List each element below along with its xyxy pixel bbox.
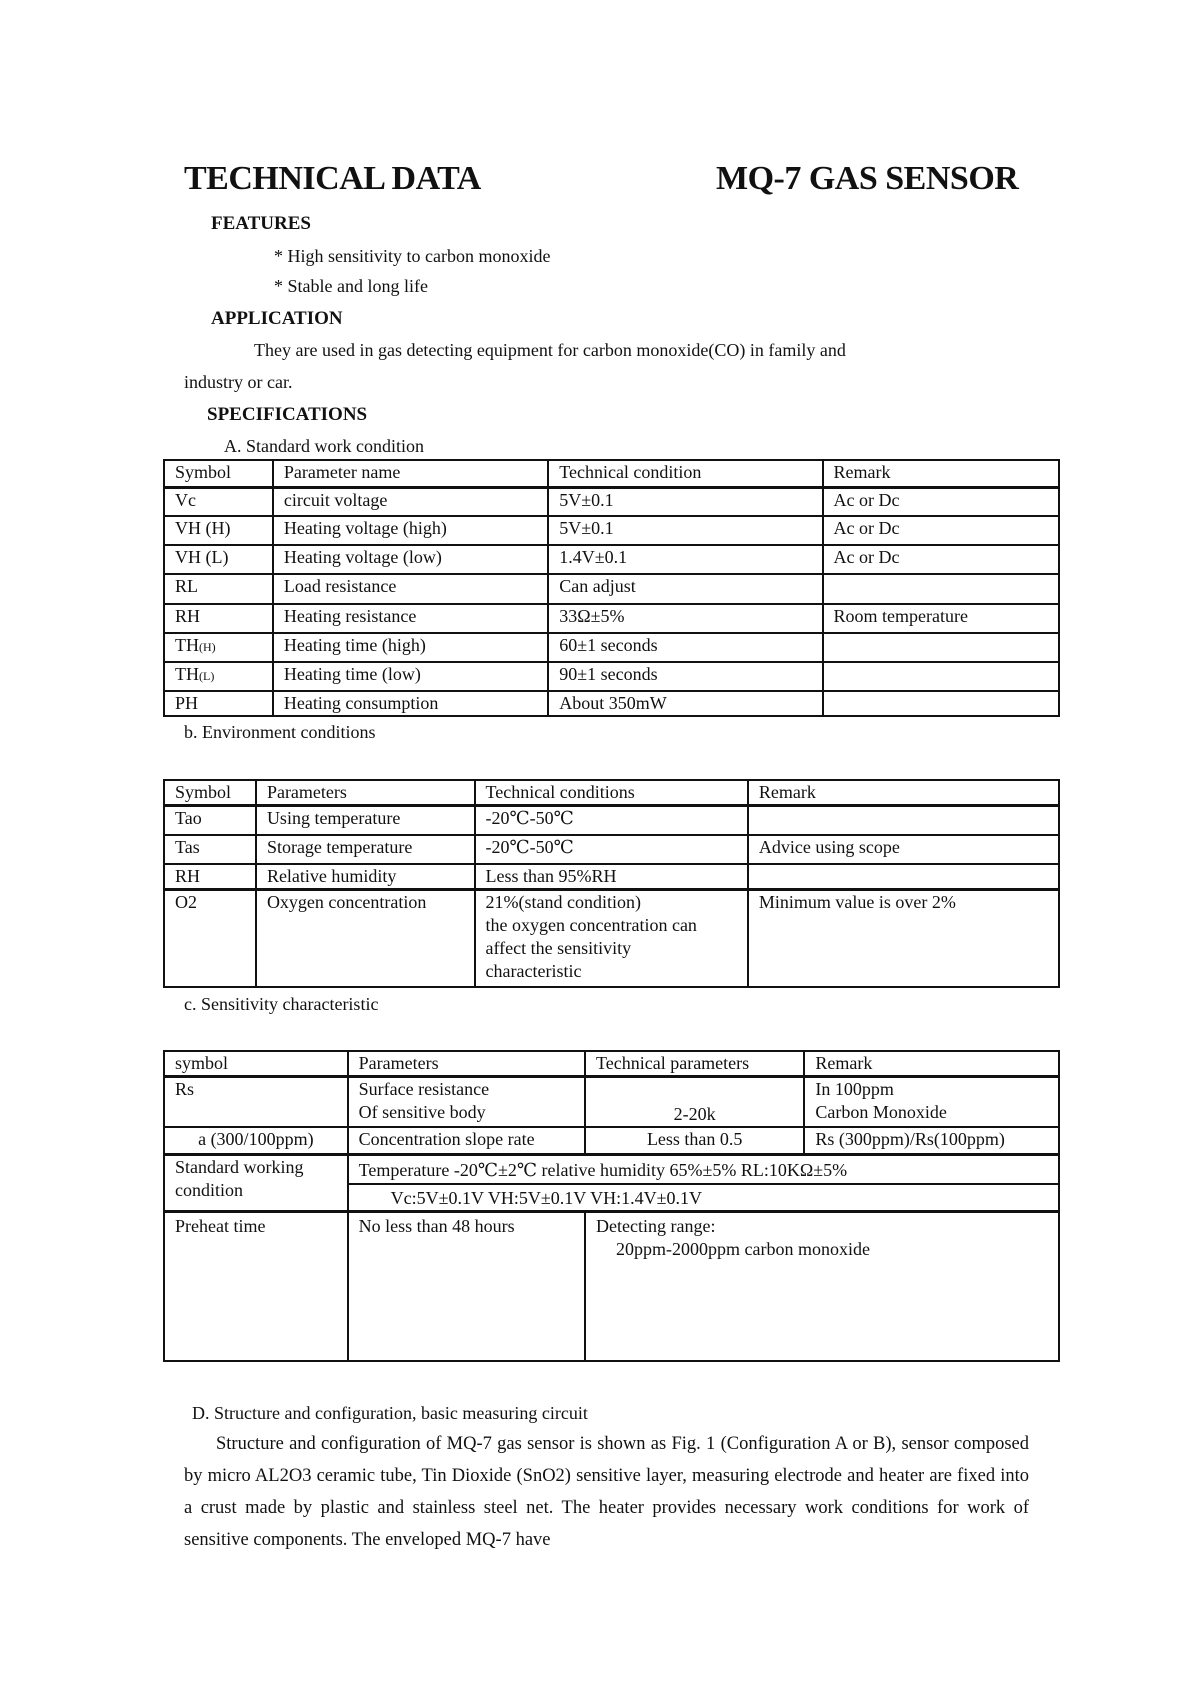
detecting-range-cell (585, 1212, 1059, 1361)
parameter-cell: Concentration slope rate (348, 1127, 585, 1155)
table-row (164, 1127, 1059, 1155)
table-row (164, 604, 1059, 633)
condition-cell: About 350mW (548, 691, 822, 716)
parameter-cell: Heating time (high) (273, 633, 548, 662)
parameter-cell: Heating voltage (low) (273, 545, 548, 574)
parameter-cell: Heating resistance (273, 604, 548, 633)
condition-cell: 60±1 seconds (548, 633, 822, 662)
application-text-line2: industry or car. (184, 372, 293, 392)
symbol-cell: Tao (164, 806, 256, 835)
application-text-line1: They are used in gas detecting equipment for carbon monoxide(CO) in family and (254, 340, 846, 360)
environment-conditions-table (163, 779, 1060, 988)
symbol-cell: PH (164, 691, 273, 716)
remark-cell (823, 662, 1060, 691)
condition-line: 21%(stand condition) (485, 891, 641, 912)
condition-cell (475, 889, 748, 987)
header-cell: Symbol (164, 780, 256, 806)
remark-cell: Ac or Dc (823, 545, 1060, 574)
application-heading: APPLICATION (211, 308, 343, 329)
remark-cell: Ac or Dc (823, 516, 1060, 545)
condition-cell: 5V±0.1 (548, 487, 822, 516)
condition-cell: 1.4V±0.1 (548, 545, 822, 574)
parameter-cell: Heating consumption (273, 691, 548, 716)
remark-cell (804, 1077, 1059, 1127)
header-cell: Parameters (256, 780, 475, 806)
symbol-cell: TH(L) (164, 662, 273, 691)
preheat-value: No less than 48 hours (348, 1212, 585, 1361)
parameter-cell: Heating voltage (high) (273, 516, 548, 545)
parameter-cell: Relative humidity (256, 864, 475, 890)
features-heading: FEATURES (211, 213, 311, 234)
symbol-cell: VH (L) (164, 545, 273, 574)
condition-cell: 90±1 seconds (548, 662, 822, 691)
document-title: TECHNICAL DATA (184, 160, 481, 197)
table-b-caption: b. Environment conditions (184, 722, 376, 742)
header-cell: Parameters (348, 1051, 585, 1077)
table-row (164, 662, 1059, 691)
remark-line: Carbon Monoxide (815, 1102, 947, 1122)
parameter-cell: Using temperature (256, 806, 475, 835)
parameter-cell: Oxygen concentration (256, 889, 475, 987)
header-cell: Parameter name (273, 460, 548, 487)
product-title: MQ-7 GAS SENSOR (716, 160, 1019, 197)
structure-heading: D. Structure and configuration, basic measuring circuit (192, 1403, 588, 1423)
symbol-cell: Vc (164, 487, 273, 516)
condition-line: the oxygen concentration can (485, 914, 697, 935)
remark-line: In 100ppm (815, 1079, 894, 1099)
symbol-cell: RL (164, 574, 273, 604)
table-row (164, 516, 1059, 545)
detecting-range-value: 20ppm-2000ppm carbon monoxide (616, 1239, 870, 1259)
remark-cell (748, 806, 1059, 835)
table-row (164, 545, 1059, 574)
table-header-row (164, 780, 1059, 806)
condition-cell: Less than 95%RH (475, 864, 748, 890)
symbol-cell: RH (164, 604, 273, 633)
parameter-cell (348, 1077, 585, 1127)
symbol-cell: O2 (164, 889, 256, 987)
symbol-cell: VH (H) (164, 516, 273, 545)
table-row (164, 1155, 1059, 1184)
table-header-row (164, 1051, 1059, 1077)
standard-condition-line1: Temperature -20℃±2℃ relative humidity 65%±5% RL:10KΩ±5% (348, 1155, 1059, 1184)
symbol-cell: Tas (164, 835, 256, 864)
table-header-row (164, 460, 1059, 487)
condition-cell: 5V±0.1 (548, 516, 822, 545)
header-cell: Remark (804, 1051, 1059, 1077)
symbol-cell: a (300/100ppm) (164, 1127, 348, 1155)
table-row (164, 633, 1059, 662)
preheat-label: Preheat time (164, 1212, 348, 1361)
feature-item: * High sensitivity to carbon monoxide (274, 246, 551, 266)
parameter-line: Of sensitive body (358, 1102, 486, 1122)
symbol-cell: TH(H) (164, 633, 273, 662)
condition-cell: 33Ω±5% (548, 604, 822, 633)
parameter-cell: Heating time (low) (273, 662, 548, 691)
table-row (164, 1212, 1059, 1361)
feature-item: * Stable and long life (274, 276, 428, 296)
table-row (164, 487, 1059, 516)
table-c-caption: c. Sensitivity characteristic (184, 994, 379, 1014)
condition-cell: Can adjust (548, 574, 822, 604)
remark-cell: Room temperature (823, 604, 1060, 633)
remark-cell: Rs (300ppm)/Rs(100ppm) (804, 1127, 1059, 1155)
header-cell: Remark (823, 460, 1060, 487)
header-cell: Technical parameters (585, 1051, 804, 1077)
header-cell: symbol (164, 1051, 348, 1077)
table-row (164, 889, 1059, 987)
condition-line: characteristic (485, 960, 582, 981)
standard-condition-line2: Vc:5V±0.1V VH:5V±0.1V VH:1.4V±0.1V (348, 1184, 1059, 1212)
symbol-cell: Rs (164, 1077, 348, 1127)
standard-work-condition-table (163, 459, 1060, 717)
table-row (164, 574, 1059, 604)
parameter-cell: circuit voltage (273, 487, 548, 516)
standard-condition-label: Standard working condition (164, 1155, 348, 1212)
value-cell: Less than 0.5 (585, 1127, 804, 1155)
parameter-line: Surface resistance (358, 1079, 490, 1099)
remark-cell (748, 864, 1059, 890)
specifications-heading: SPECIFICATIONS (207, 404, 368, 425)
remark-cell: Advice using scope (748, 835, 1059, 864)
value-cell: 2-20k (585, 1077, 804, 1127)
symbol-cell: RH (164, 864, 256, 890)
remark-cell (823, 633, 1060, 662)
structure-paragraph: Structure and configuration of MQ-7 gas sensor is shown as Fig. 1 (Configuration A or B), sensor composed by micro AL2O3 ceramic tube, Tin Dioxide (SnO2) sensitive layer, measuring electrode and heater are fixed into a crust made by plastic and stainless steel net. The heater provides necessary work conditions for work of sensitive components. The enveloped MQ-7 have (184, 1434, 1029, 1550)
parameter-cell: Storage temperature (256, 835, 475, 864)
remark-cell: Minimum value is over 2% (748, 889, 1059, 987)
parameter-cell: Load resistance (273, 574, 548, 604)
condition-cell: -20℃-50℃ (475, 806, 748, 835)
header-cell: Remark (748, 780, 1059, 806)
table-a-caption: A. Standard work condition (224, 436, 424, 456)
condition-line: affect the sensitivity (485, 937, 632, 958)
table-row (164, 1077, 1059, 1127)
sensitivity-characteristic-table (163, 1050, 1060, 1362)
table-row (164, 691, 1059, 716)
table-row (164, 864, 1059, 890)
table-row (164, 835, 1059, 864)
remark-cell (823, 691, 1060, 716)
detecting-range-label: Detecting range: (596, 1216, 716, 1236)
remark-cell: Ac or Dc (823, 487, 1060, 516)
header-cell: Technical conditions (475, 780, 748, 806)
condition-cell: -20℃-50℃ (475, 835, 748, 864)
header-cell: Technical condition (548, 460, 822, 487)
table-row (164, 806, 1059, 835)
header-cell: Symbol (164, 460, 273, 487)
remark-cell (823, 574, 1060, 604)
